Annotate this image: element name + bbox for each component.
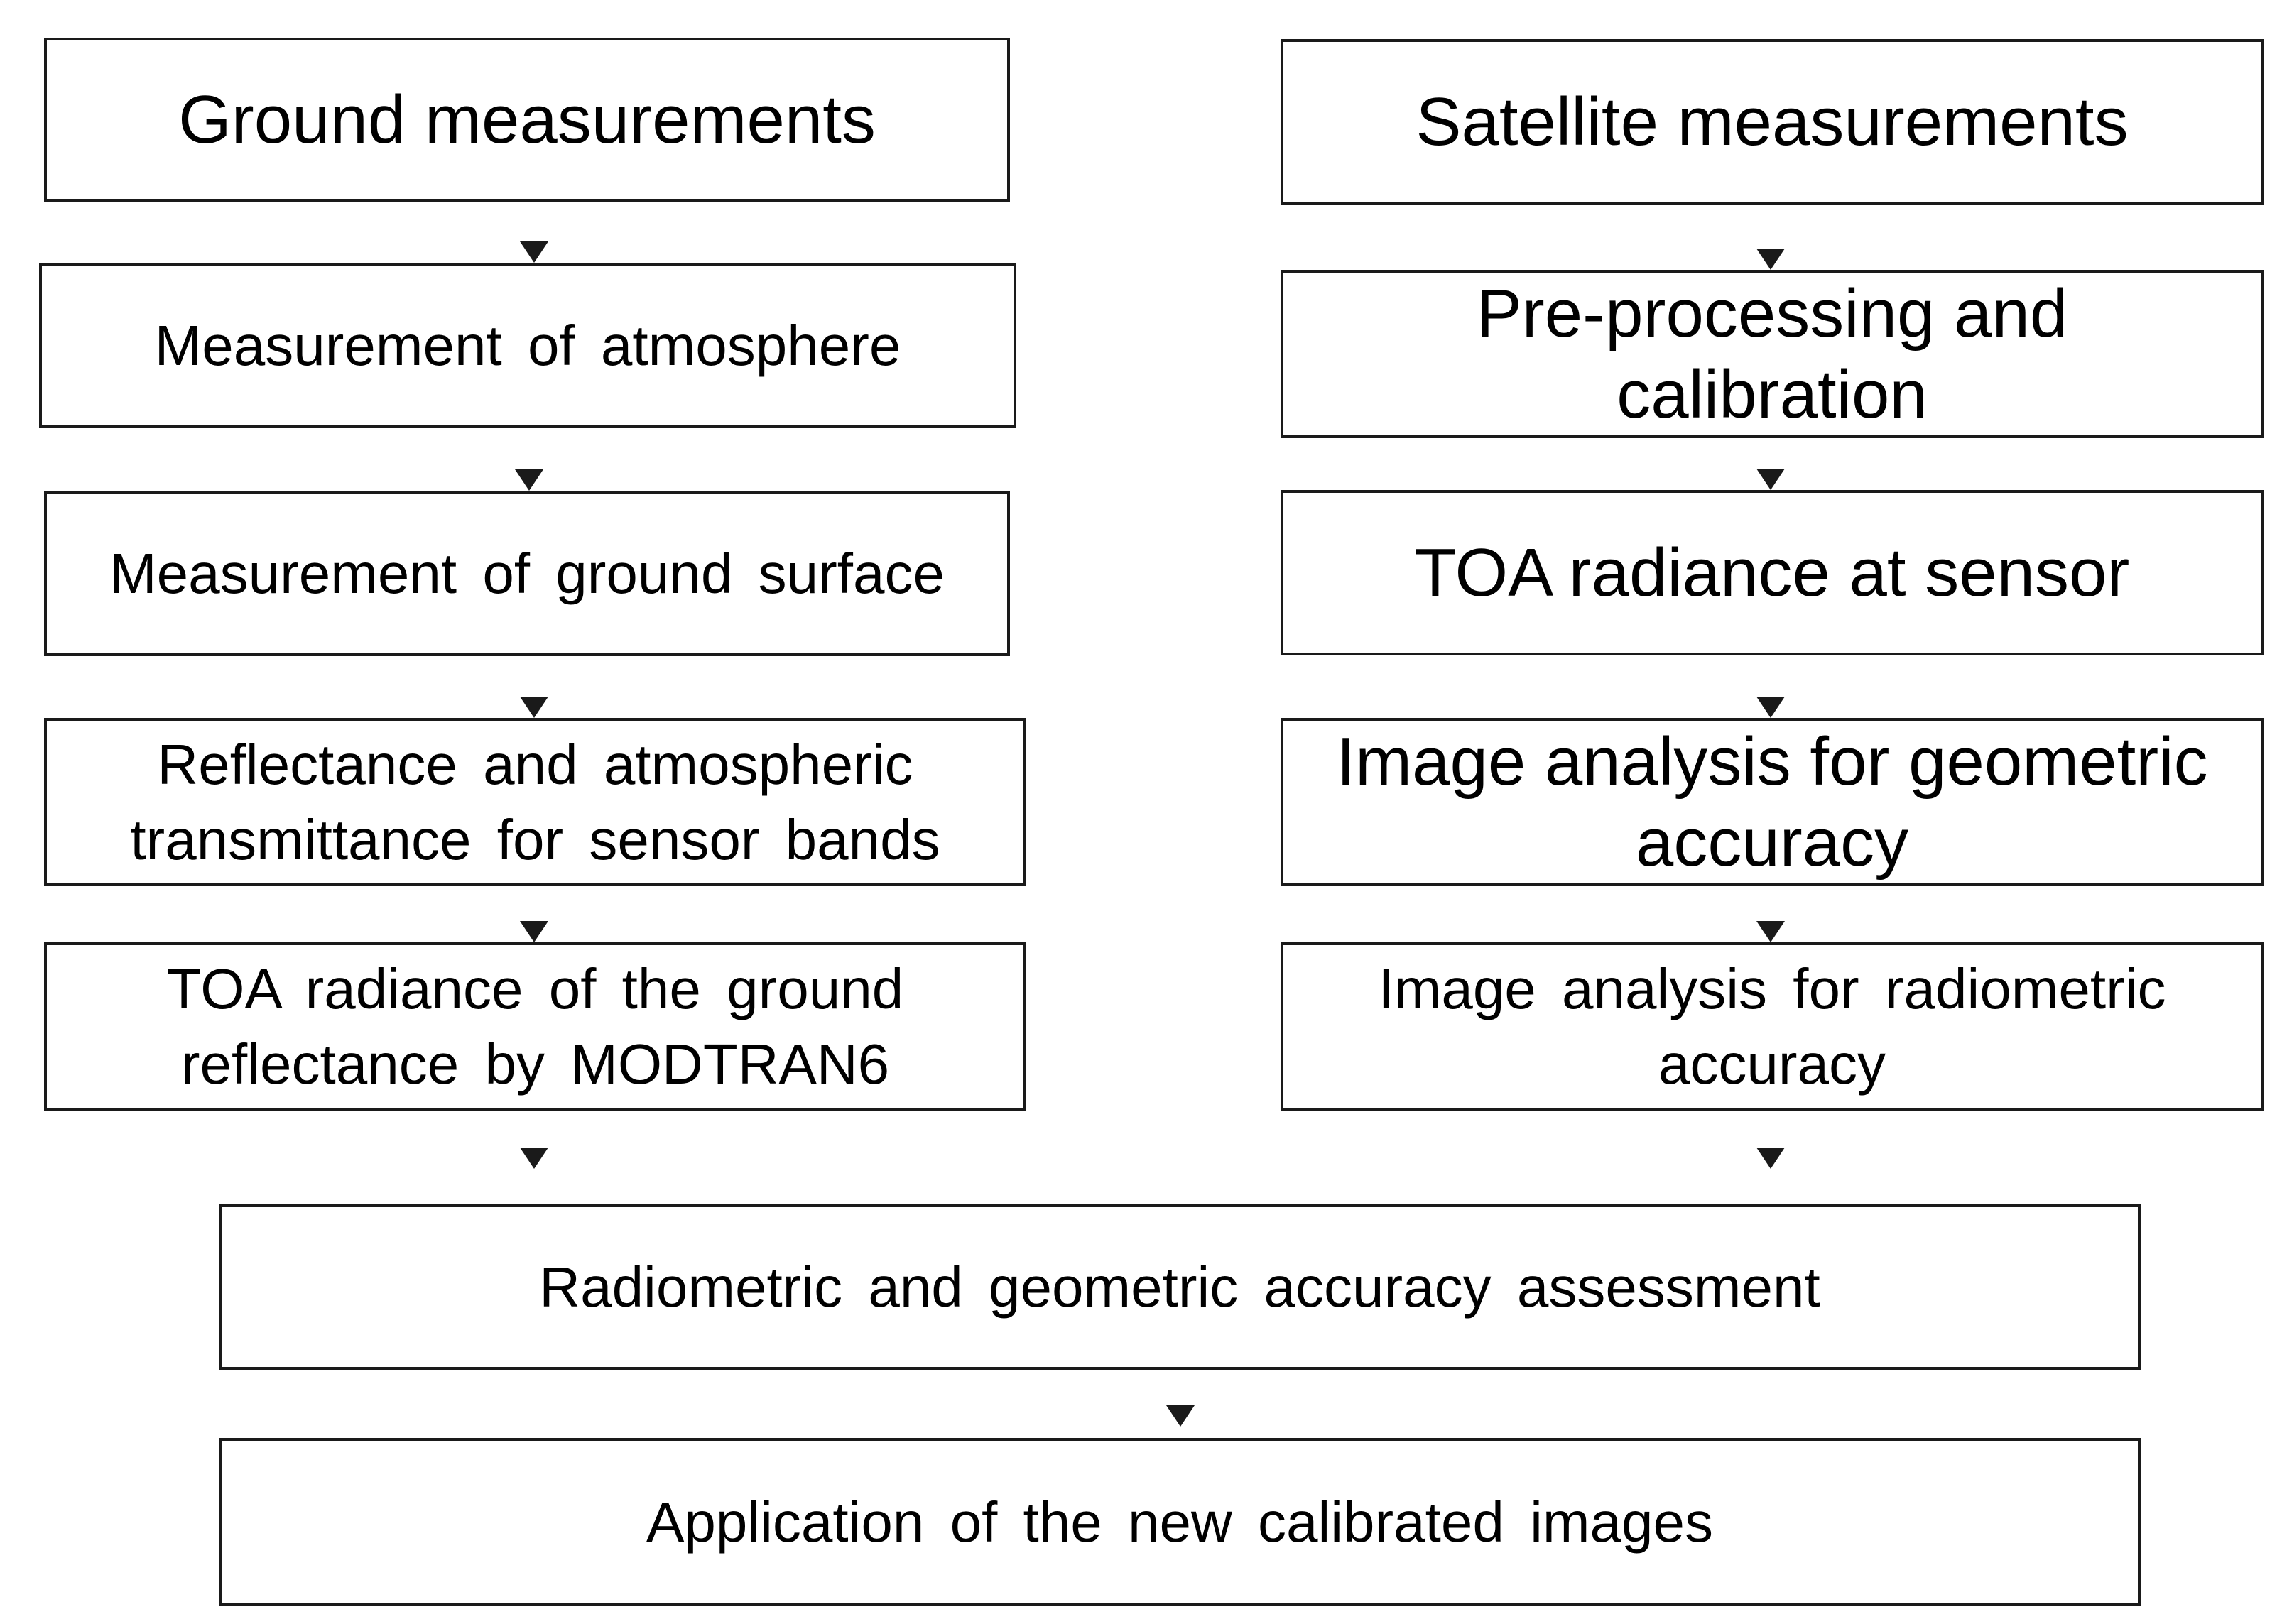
toa-radiance-ground-label: TOA radiance of the ground reflectance by MODTRAN6 <box>166 957 904 1096</box>
measurement-of-ground-surface-box <box>44 491 1010 656</box>
measurement-of-atmosphere-box <box>39 263 1016 428</box>
arrow-down-icon <box>1756 886 1785 942</box>
ground-measurements-box <box>44 38 1010 202</box>
reflectance-transmittance-label: Reflectance and atmospheric transmittance for sensor bands <box>130 732 940 871</box>
arrow-down-icon <box>1756 1111 1785 1169</box>
toa-radiance-sensor-label: TOA radiance at sensor <box>1414 534 2130 611</box>
geometric-accuracy-analysis-label: Image analysis for geometric accuracy <box>1336 723 2208 881</box>
toa-radiance-sensor-box <box>1281 490 2264 655</box>
pre-processing-calibration-box <box>1281 270 2264 438</box>
geometric-accuracy-analysis-box <box>1281 718 2264 886</box>
accuracy-assessment-label: Radiometric and geometric accuracy assessment <box>539 1255 1820 1319</box>
ground-measurements-label: Ground measurements <box>178 81 876 158</box>
application-label: Application of the new calibrated images <box>646 1490 1713 1554</box>
arrow-down-icon <box>520 656 548 718</box>
arrow-down-icon <box>520 886 548 942</box>
radiometric-accuracy-analysis-label: Image analysis for radiometric accuracy <box>1378 957 2166 1096</box>
radiometric-accuracy-analysis-box <box>1281 942 2264 1111</box>
measurement-of-atmosphere-label: Measurement of atmosphere <box>154 313 901 377</box>
arrow-down-icon <box>1756 205 1785 270</box>
pre-processing-calibration-label: Pre-processing and calibration <box>1476 275 2068 432</box>
measurement-of-ground-surface-label: Measurement of ground surface <box>109 541 945 605</box>
reflectance-transmittance-box <box>44 718 1026 886</box>
arrow-down-icon <box>1756 438 1785 490</box>
accuracy-assessment-box <box>219 1204 2141 1370</box>
arrow-down-icon <box>520 202 548 263</box>
arrow-down-icon <box>1166 1370 1195 1427</box>
application-box <box>219 1438 2141 1606</box>
arrow-down-icon <box>515 428 543 491</box>
arrow-down-icon <box>520 1111 548 1169</box>
satellite-measurements-box <box>1281 39 2264 205</box>
satellite-measurements-label: Satellite measurements <box>1416 83 2129 160</box>
toa-radiance-ground-box <box>44 942 1026 1111</box>
arrow-down-icon <box>1756 655 1785 718</box>
